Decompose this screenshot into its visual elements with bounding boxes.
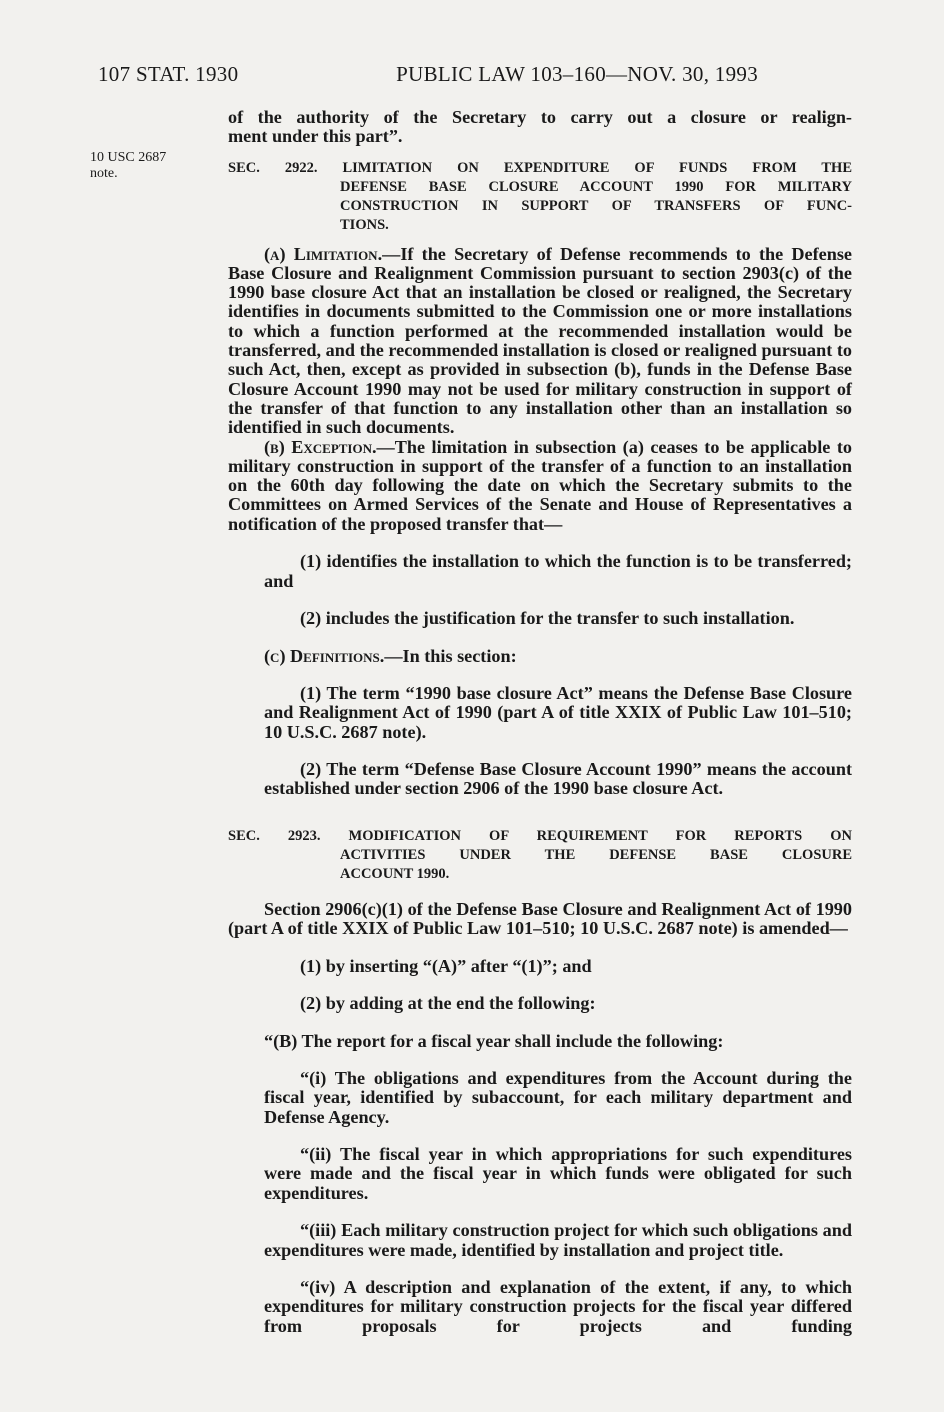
section-2923-heading-line-2: ACTIVITIES UNDER THE DEFENSE BASE CLOSURE xyxy=(340,846,852,863)
section-2922-heading-line-2: DEFENSE BASE CLOSURE ACCOUNT 1990 FOR MILITARY xyxy=(340,178,852,195)
intro-line-2: ment under this part”. xyxy=(228,126,403,147)
inserted-clause-iii: “(iii) Each military construction project for which such obligations and expenditures were made, identified by installation and project title. xyxy=(264,1220,852,1260)
section-2922-heading-line-3: CONSTRUCTION IN SUPPORT OF TRANSFERS OF FUNC- xyxy=(340,197,852,214)
subsection-b-paragraph-1: (1) identifies the installation to which the function is to be transferred; and xyxy=(264,551,852,591)
subsection-c xyxy=(228,647,852,666)
subsection-b-heading: (b) Exception. xyxy=(264,436,377,457)
section-2923-intro: Section 2906(c)(1) of the Defense Base Closure and Realignment Act of 1990 (part A of title XXIX of Public Law 101–510; 10 U.S.C. 2687 note) is amended— xyxy=(228,898,852,939)
subsection-a xyxy=(228,245,852,438)
inserted-clause-ii: “(ii) The fiscal year in which appropriations for such expenditures were made and the fiscal year in which funds were obligated for such expenditures. xyxy=(264,1144,852,1203)
amendment-item-1: (1) by inserting “(A)” after “(1)”; and xyxy=(300,955,592,976)
running-head xyxy=(98,62,758,87)
section-2922-heading xyxy=(228,159,852,235)
subsection-b-text: —The limitation in subsection (a) ceases to be applicable to military construction in support of the transfer of a function to an installation on the 60th day following the date on which the Secretary submits to the Committees on Armed Services of the Senate and House of Representatives a notification of the proposed transfer that— xyxy=(228,436,852,534)
subsection-c-heading: (c) Definitions. xyxy=(264,645,385,666)
subsection-a-heading: (a) Limitation. xyxy=(264,243,383,264)
subsection-b xyxy=(228,438,852,534)
section-2923-heading-line-1: SEC. 2923. MODIFICATION OF REQUIREMENT FOR REPORTS ON xyxy=(228,827,852,844)
body-text xyxy=(228,108,852,1354)
section-2922-heading-line-1: SEC. 2922. LIMITATION ON EXPENDITURE OF FUNDS FROM THE xyxy=(228,159,852,176)
subsection-c-paragraph-1: (1) The term “1990 base closure Act” means the Defense Base Closure and Realignment Act of 1990 (part A of title XXIX of Public Law 101–510; 10 U.S.C. 2687 note). xyxy=(264,682,852,742)
intro-line-1: of the authority of the Secretary to carry out a closure or realign- xyxy=(228,107,852,127)
section-2923-heading-line-3: ACCOUNT 1990. xyxy=(340,865,450,882)
amendment-item-2: (2) by adding at the end the following: xyxy=(300,993,596,1014)
subsection-b-paragraph-2: (2) includes the justification for the transfer to such installation. xyxy=(300,608,795,629)
inserted-clause-iv: “(iv) A description and explanation of the extent, if any, to which expenditures for military construction projects for the fiscal year differed from proposals for projects and funding xyxy=(264,1277,852,1336)
section-2923-heading xyxy=(228,827,852,884)
stat-citation: 107 STAT. 1930 xyxy=(98,62,239,86)
subsection-a-text: —If the Secretary of Defense recommends to the Defense Base Closure and Realignment Commission pursuant to section 2903(c) of the 1990 base closure Act that an installation be closed or realigned, the Secretary identifies in documents submitted to the Commission one or more installations to which a function performed at the recommended installation would be transferred, and the recommended installation is closed or realigned pursuant to such Act, then, except as provided in subsection (b), funds in the Defense Base Closure Account 1990 may not be used for military construction in support of the transfer of that function to any installation other than an installation so identified in such documents. xyxy=(228,243,852,438)
public-law-citation: PUBLIC LAW 103–160—NOV. 30, 1993 xyxy=(396,62,758,86)
margin-note-note: note. xyxy=(90,166,118,181)
subsection-c-paragraph-2: (2) The term “Defense Base Closure Account 1990” means the account established under section 2906 of the 1990 base closure Act. xyxy=(264,759,852,799)
section-2922-heading-line-4: TIONS. xyxy=(340,216,389,233)
subsection-c-text: —In this section: xyxy=(384,645,517,666)
inserted-clause-i: “(i) The obligations and expenditures from the Account during the fiscal year, identified by subaccount, for each military department and Defense Agency. xyxy=(264,1068,852,1127)
margin-note-usc: 10 USC 2687 xyxy=(90,150,167,165)
inserted-paragraph-b: “(B) The report for a fiscal year shall include the following: xyxy=(264,1030,724,1051)
margin-note xyxy=(90,150,200,182)
